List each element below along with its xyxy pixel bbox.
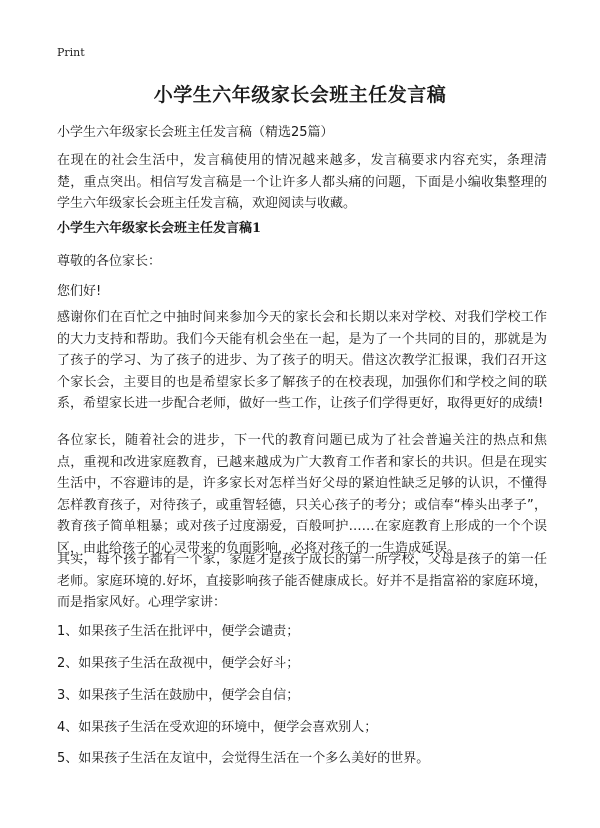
page-title: 小学生六年级家长会班主任发言稿 [153,84,447,106]
body-paragraph: 各位家长，随着社会的进步，下一代的教育问题已成为了社会普遍关注的热点和焦点，重视和改进家庭教育，已越来越成为广大教育工作者和家长的共识。但是在现实生活中，不容避讳的是，许多家长对怎样当好父母的紧迫性缺乏足够的认识，不懂得怎样教育孩子，对待孩子，或重智轻德，只关心孩子的考分；或信奉“棒头出孝子”，教育孩子简单粗暴；或对孩子过度溺爱，百般呵护……在家庭教育上形成的一个个误区，由此给孩子的心灵带来的负面影响，必将对孩子的一生造成延误。 [57,433,547,556]
intro-paragraph: 在现在的社会生活中，发言稿使用的情况越来越多，发言稿要求内容充实，条理清楚，重点突出。相信写发言稿是一个让许多人都头痛的问题，下面是小编收集整理的学生六年级家长会班主任发言稿，欢迎阅读与收藏。 [57,153,547,211]
page-subtitle: 小学生六年级家长会班主任发言稿（精选25篇） [57,125,334,140]
print-label: Print [57,46,85,59]
section-heading: 小学生六年级家长会班主任发言稿1 [57,221,262,236]
list-item: 2、如果孩子生活在敌视中，便学会好斗； [57,656,300,671]
list-item: 3、如果孩子生活在鼓励中，便学会自信； [57,688,300,703]
list-item: 4、如果孩子生活在受欢迎的环境中，便学会喜欢别人； [57,720,378,735]
hello-line: 您们好! [57,284,102,299]
body-paragraph: 感谢你们在百忙之中抽时间来参加今天的家长会和长期以来对学校、对我们学校工作的大力支持和帮助。我们今天能有机会坐在一起，是为了一个共同的目的，那就是为了孩子的学习、为了孩子的进步、为了孩子的明天。借这次教学汇报课，我们召开这个家长会，主要目的也是希望家长多了解孩子的在校表现，加强你们和学校之间的联系，希望家长进一步配合老师，做好一些工作，让孩子们学得更好，取得更好的成绩! [57,310,547,411]
body-paragraph: 其实，每个孩子都有一个家，家庭才是孩子成长的第一所学校，父母是孩子的第一任老师。家庭环境的.好坏，直接影响孩子能否健康成长。好并不是指富裕的家庭环境，而是指家风好。心理学家讲： [57,552,547,610]
list-item: 5、如果孩子生活在友谊中，会觉得生活在一个多么美好的世界。 [57,751,430,766]
list-item: 1、如果孩子生活在批评中，便学会谴责； [57,624,300,639]
greeting-line: 尊敬的各位家长： [57,254,162,269]
